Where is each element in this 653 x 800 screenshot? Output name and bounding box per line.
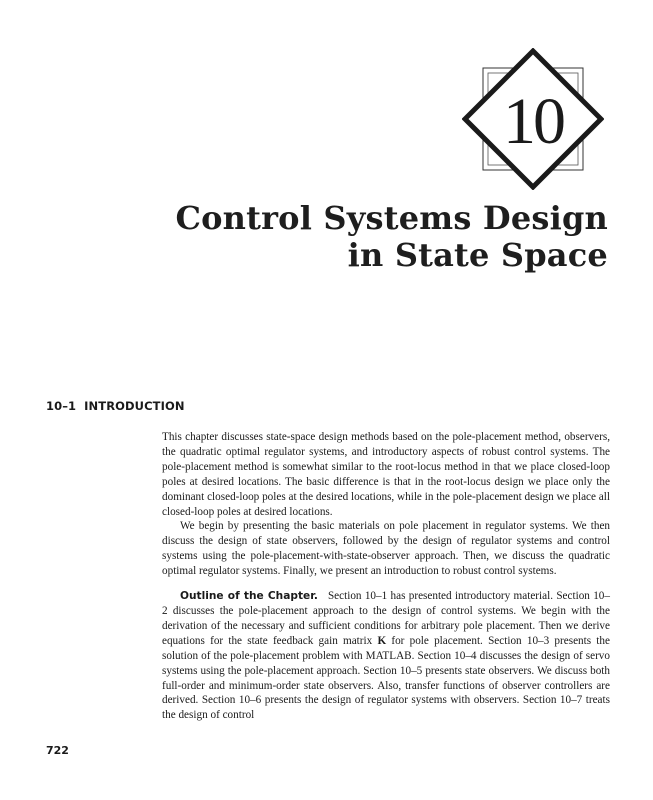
section-number: 10–1 <box>46 399 77 413</box>
section-heading <box>46 399 185 413</box>
body-text <box>162 430 610 723</box>
chapter-number-badge <box>462 48 604 190</box>
chapter-title-line-1: Control Systems Design <box>175 199 608 237</box>
page-number: 722 <box>46 744 69 757</box>
outline-text-part-1: Section 10–1 has presented introductory material. Section 10–2 discusses the pole-placement approach to the design of control systems. We begin with the derivation of the necessary and sufficient conditions for arbitrary pole placement. Then we derive equations for the state feedback gain matrix <box>162 590 610 647</box>
intro-paragraph-1: This chapter discusses state-space design methods based on the pole-placement method, observers, the quadratic optimal regulator systems, and introductory aspects of robust control systems. The pole-placement method is somewhat similar to the root-locus method in that we place closed-loop poles at desired locations. The basic difference is that in the root-locus design we place only the dominant closed-loop poles at the desired locations, while in the pole-placement design we place all closed-loop poles at desired locations. <box>162 431 610 518</box>
gain-matrix-symbol: K <box>377 634 387 647</box>
chapter-badge-graphic <box>462 48 604 190</box>
chapter-number: 10 <box>503 85 563 158</box>
chapter-title-line-2: in State Space <box>347 236 608 274</box>
outline-text-part-2: for pole placement. Section 10–3 presents the solution of the pole-placement problem with MATLAB. Section 10–4 discusses the design of servo systems using the pole-placement approach. Section 10–5 presents state observers. We discuss both full-order and minimum-order state observers. Also, transfer functions of observer controllers are derived. Section 10–6 presents the design of regulator systems with observers. Section 10–7 treats the design of control <box>162 634 610 722</box>
outline-paragraph <box>162 589 610 723</box>
outline-runin-heading: Outline of the Chapter. <box>180 590 318 603</box>
chapter-title <box>175 200 608 274</box>
section-title: INTRODUCTION <box>84 399 185 413</box>
intro-paragraph-2: We begin by presenting the basic materials on pole placement in regulator systems. We then discuss the design of state observers, followed by the design of regulator systems and control systems using the pole-placement-with-state-observer approach. Then, we discuss the quadratic optimal regulator systems. Finally, we present an introduction to robust control systems. <box>162 520 610 578</box>
